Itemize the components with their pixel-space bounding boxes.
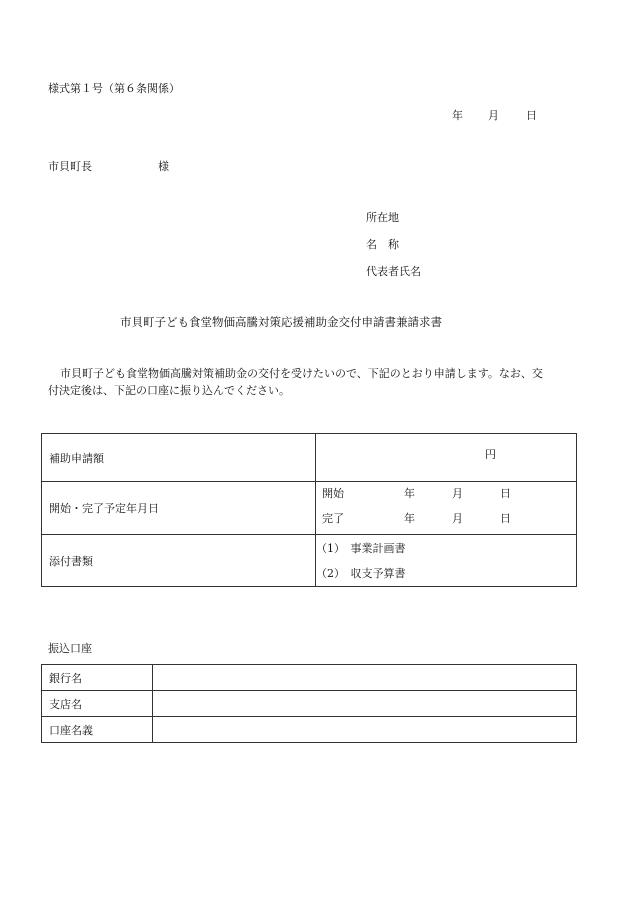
attachment-item: （1） 事業計画書 <box>316 541 406 555</box>
start-day: 日 <box>500 487 511 500</box>
start-year: 年 <box>404 487 415 500</box>
attachment-item: （2） 収支予算書 <box>316 566 406 580</box>
end-month: 月 <box>452 512 463 525</box>
account-holder-field[interactable] <box>153 717 577 743</box>
branch-name-label: 支店名 <box>42 691 153 717</box>
bank-section-label: 振込口座 <box>48 642 92 655</box>
addressee-honorific: 様 <box>158 160 169 173</box>
schedule-row <box>42 482 577 535</box>
bank-name-field[interactable] <box>153 665 577 691</box>
schedule-cell[interactable] <box>316 482 577 535</box>
start-label: 開始 <box>322 487 344 500</box>
date-day: 日 <box>526 109 537 122</box>
account-holder-label: 口座名義 <box>42 717 153 743</box>
end-date-row <box>322 510 522 524</box>
branch-name-field[interactable] <box>153 691 577 717</box>
schedule-label: 開始・完了予定年月日 <box>42 482 316 535</box>
start-date-row <box>322 485 522 499</box>
end-label: 完了 <box>322 512 344 525</box>
body-text: 市貝町子ども食堂物価高騰対策補助金の交付を受けたいので、下記のとおり申請します。なお、交付決定後は、下記の口座に振り込んでください。 <box>48 367 543 397</box>
representative-label: 代表者氏名 <box>366 265 421 278</box>
amount-row <box>42 434 577 482</box>
date-year: 年 <box>452 109 463 122</box>
bank-row <box>42 691 577 717</box>
amount-label: 補助申請額 <box>42 434 316 482</box>
attachments-label: 添付書類 <box>42 535 316 587</box>
start-month: 月 <box>452 487 463 500</box>
applicant-block <box>366 209 421 290</box>
addressee-name: 市貝町長 <box>48 160 92 173</box>
amount-cell[interactable] <box>316 434 577 482</box>
bank-row <box>42 665 577 691</box>
document-title: 市貝町子ども食堂物価高騰対策応援補助金交付申請書兼請求書 <box>120 315 442 329</box>
end-year: 年 <box>404 512 415 525</box>
address-label: 所在地 <box>366 211 399 224</box>
form-number: 様式第１号（第６条関係） <box>48 82 180 95</box>
bank-table <box>41 664 577 743</box>
addressee <box>48 158 169 174</box>
attachments-cell <box>316 535 577 587</box>
attachments-row <box>42 535 577 587</box>
application-table <box>41 433 577 587</box>
name-label: 名 称 <box>366 238 399 251</box>
bank-row <box>42 717 577 743</box>
date-month: 月 <box>488 109 499 122</box>
amount-unit: 円 <box>485 448 496 461</box>
bank-name-label: 銀行名 <box>42 665 153 691</box>
end-day: 日 <box>500 512 511 525</box>
